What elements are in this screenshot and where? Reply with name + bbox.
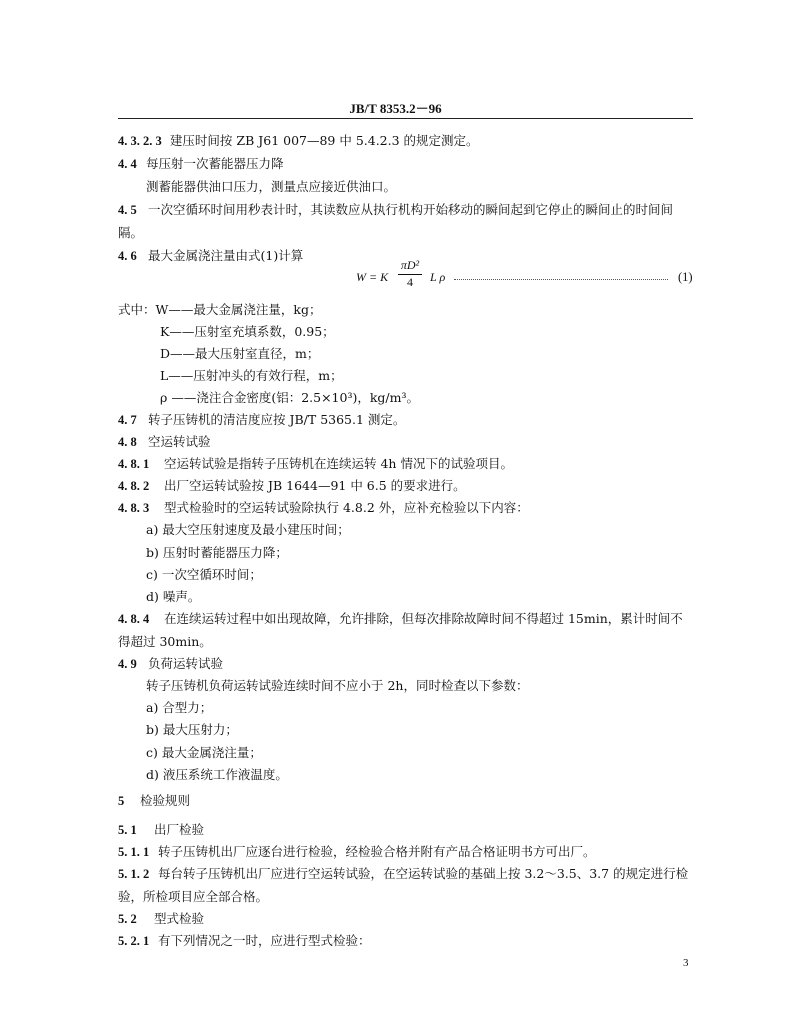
formula-fraction bbox=[398, 258, 422, 290]
clause-5-2: 5. 2 型式检验 bbox=[118, 911, 205, 926]
clause-4-9: 4. 9 负荷运转试验 bbox=[118, 656, 224, 671]
clause-4-9-body: 转子压铸机负荷运转试验连续时间不应小于 2h，同时检查以下参数： bbox=[146, 678, 529, 693]
page-number: 3 bbox=[683, 957, 689, 969]
formula-leader-dots bbox=[454, 279, 668, 280]
formula-rest: L ρ bbox=[430, 270, 446, 284]
clause-4-8-2: 4. 8. 2 出厂空运转试验按 JB 1644—91 中 6.5 的要求进行。 bbox=[118, 478, 466, 493]
formula-numerator: πD² bbox=[398, 258, 422, 275]
clause-4-8: 4. 8 空运转试验 bbox=[118, 434, 211, 449]
var-k: K——压射室充填系数，0.95； bbox=[160, 324, 335, 339]
var-l: L——压射冲头的有效行程，m； bbox=[160, 368, 343, 383]
list-item: d) 液压系统工作液温度。 bbox=[146, 767, 288, 782]
clause-5-2-1: 5. 2. 1 有下列情况之一时，应进行型式检验： bbox=[118, 933, 371, 948]
list-item: c) 一次空循环时间； bbox=[146, 567, 262, 582]
var-d: D——最大压射室直径，m； bbox=[160, 346, 320, 361]
formula-lhs: W = K bbox=[356, 270, 389, 284]
header-rule bbox=[118, 118, 693, 119]
equation-number: (1) bbox=[678, 270, 693, 284]
clause-4-3-2-3: 4. 3. 2. 3 建压时间按 ZB J61 007—89 中 5.4.2.3 的规定测定。 bbox=[118, 133, 479, 148]
clause-5-1: 5. 1 出厂检验 bbox=[118, 822, 205, 837]
clause-4-8-4-cont: 得超过 30min。 bbox=[118, 634, 212, 649]
list-item: a) 合型力； bbox=[146, 700, 213, 715]
list-item: b) 最大压射力； bbox=[146, 722, 238, 737]
clause-4-7: 4. 7 转子压铸机的清洁度应按 JB/T 5365.1 测定。 bbox=[118, 412, 406, 427]
clause-4-5: 4. 5 一次空循环时间用秒表计时，其读数应从执行机构开始移动的瞬间起到它停止的瞬间止的时间间 bbox=[118, 202, 674, 217]
clause-4-5-cont: 隔。 bbox=[118, 225, 144, 240]
clause-5-1-2: 5. 1. 2 每台转子压铸机出厂应进行空运转试验，在空运转试验的基础上按 3.2～3.5、3.7 的规定进行检 bbox=[118, 866, 689, 881]
clause-4-4-body: 测蓄能器供油口压力，测量点应接近供油口。 bbox=[146, 179, 397, 194]
list-item: d) 噪声。 bbox=[146, 589, 201, 604]
clause-4-4: 4. 4 每压射一次蓄能器压力降 bbox=[118, 156, 284, 171]
clause-4-8-3: 4. 8. 3 型式检验时的空运转试验除执行 4.8.2 外，应补充检验以下内容： bbox=[118, 500, 529, 515]
section-5: 5 检验规则 bbox=[118, 793, 191, 808]
list-item: b) 压射时蓄能器压力降； bbox=[146, 545, 288, 560]
document-header: JB/T 8353.2－96 bbox=[349, 101, 442, 116]
var-rho: ρ ——浇注合金密度(铝：2.5×10³)，kg/m³。 bbox=[160, 390, 419, 405]
clause-4-8-1: 4. 8. 1 空运转试验是指转子压铸机在连续运转 4h 情况下的试验项目。 bbox=[118, 456, 513, 471]
clause-4-6: 4. 6 最大金属浇注量由式(1)计算 bbox=[118, 248, 304, 263]
clause-5-1-1: 5. 1. 1 转子压铸机出厂应逐台进行检验，经检验合格并附有产品合格证明书方可出厂。 bbox=[118, 844, 596, 859]
list-item: c) 最大金属浇注量； bbox=[146, 745, 262, 760]
clause-4-8-4: 4. 8. 4 在连续运转过程中如出现故障，允许排除，但每次排除故障时间不得超过 15min，累计时间不 bbox=[118, 611, 683, 626]
where-line: 式中：W——最大金属浇注量，kg； bbox=[118, 302, 322, 317]
clause-5-1-2-cont: 验，所检项目应全部合格。 bbox=[118, 889, 269, 904]
formula-denominator: 4 bbox=[407, 275, 413, 289]
list-item: a) 最大空压射速度及最小建压时间； bbox=[146, 522, 350, 537]
